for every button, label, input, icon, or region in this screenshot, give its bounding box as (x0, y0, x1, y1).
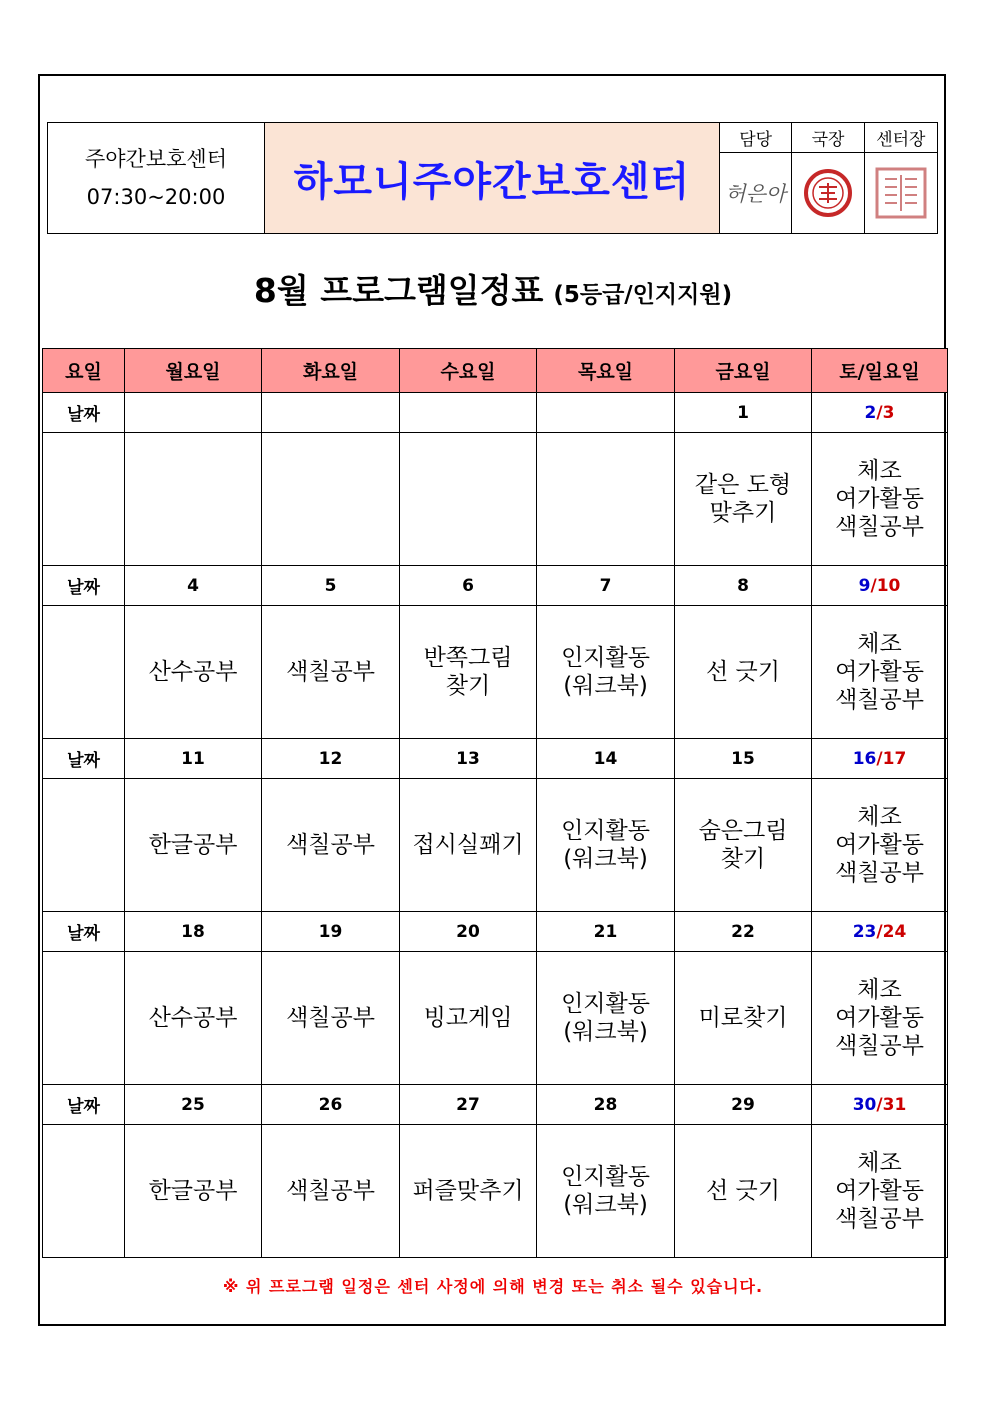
activity-cell (262, 433, 400, 566)
center-type: 주야간보호센터 (84, 147, 227, 171)
activity-label-cell (43, 779, 125, 912)
activity-cell (125, 433, 262, 566)
saturday-date: 9 (858, 575, 871, 596)
activity-cell: 인지활동 (워크북) (537, 1125, 675, 1258)
column-header: 토/일요일 (812, 349, 948, 393)
activity-row (43, 952, 948, 1085)
date-row (43, 912, 948, 952)
activity-cell: 선 긋기 (675, 606, 812, 739)
activity-cell: 인지활동 (워크북) (537, 952, 675, 1085)
date-cell: 14 (537, 739, 675, 779)
date-cell: 15 (675, 739, 812, 779)
date-row (43, 739, 948, 779)
date-row (43, 566, 948, 606)
weekend-date-cell (812, 393, 948, 433)
activity-cell: 인지활동 (워크북) (537, 606, 675, 739)
date-cell: 4 (125, 566, 262, 606)
activity-cell: 퍼즐맞추기 (400, 1125, 537, 1258)
activity-label-cell (43, 606, 125, 739)
square-seal-icon (873, 165, 929, 221)
signature-director (792, 153, 864, 233)
round-stamp-icon (802, 167, 854, 219)
saturday-date: 30 (852, 1094, 877, 1115)
sunday-date: 24 (882, 921, 907, 942)
date-row (43, 393, 948, 433)
activity-cell: 한글공부 (125, 779, 262, 912)
date-cell: 13 (400, 739, 537, 779)
schedule-note: ※ 위 프로그램 일정은 센터 사정에 의해 변경 또는 취소 될수 있습니다. (222, 1276, 764, 1296)
date-cell: 6 (400, 566, 537, 606)
date-cell: 26 (262, 1085, 400, 1125)
activity-cell: 체조 여가활동 색칠공부 (812, 1125, 948, 1258)
signature-staff (720, 153, 792, 233)
schedule-table (42, 348, 948, 1258)
approval-label-head: 센터장 (865, 123, 937, 153)
weekend-separator: / (876, 921, 883, 942)
sunday-date: 3 (882, 402, 895, 423)
date-cell: 5 (262, 566, 400, 606)
activity-cell: 체조 여가활동 색칠공부 (812, 606, 948, 739)
sunday-date: 17 (882, 748, 907, 769)
weekend-separator: / (876, 748, 883, 769)
activity-row (43, 433, 948, 566)
date-cell: 21 (537, 912, 675, 952)
date-cell: 28 (537, 1085, 675, 1125)
approval-label-director: 국장 (792, 123, 864, 153)
activity-cell: 체조 여가활동 색칠공부 (812, 779, 948, 912)
operating-hours: 07:30~20:00 (86, 185, 226, 209)
date-cell (125, 393, 262, 433)
date-cell (262, 393, 400, 433)
center-name: 하모니주야간보호센터 (265, 123, 720, 233)
weekend-separator: / (876, 402, 883, 423)
activity-label-cell (43, 1125, 125, 1258)
date-cell: 18 (125, 912, 262, 952)
activity-label-cell (43, 433, 125, 566)
activity-cell: 숨은그림 찾기 (675, 779, 812, 912)
activity-row (43, 606, 948, 739)
activity-cell: 한글공부 (125, 1125, 262, 1258)
weekday-header-row (43, 349, 948, 393)
date-label: 날짜 (43, 393, 125, 433)
weekend-date-cell (812, 912, 948, 952)
date-cell: 20 (400, 912, 537, 952)
activity-cell: 체조 여가활동 색칠공부 (812, 433, 948, 566)
activity-cell: 반쪽그림 찾기 (400, 606, 537, 739)
column-header: 목요일 (537, 349, 675, 393)
weekend-separator: / (876, 1094, 883, 1115)
column-header: 금요일 (675, 349, 812, 393)
date-cell: 22 (675, 912, 812, 952)
signature-head (865, 153, 937, 233)
sunday-date: 31 (882, 1094, 907, 1115)
activity-cell: 산수공부 (125, 952, 262, 1085)
handwritten-signature: 허은아 (725, 182, 787, 206)
activity-cell: 미로찾기 (675, 952, 812, 1085)
date-cell (537, 393, 675, 433)
date-label: 날짜 (43, 912, 125, 952)
date-label: 날짜 (43, 566, 125, 606)
approval-box (720, 123, 937, 233)
date-cell: 19 (262, 912, 400, 952)
date-cell: 8 (675, 566, 812, 606)
activity-cell: 접시실꽤기 (400, 779, 537, 912)
date-cell (400, 393, 537, 433)
date-cell: 29 (675, 1085, 812, 1125)
saturday-date: 2 (864, 402, 877, 423)
header-box (47, 122, 938, 234)
date-cell: 1 (675, 393, 812, 433)
activity-cell: 인지활동 (워크북) (537, 779, 675, 912)
saturday-date: 16 (852, 748, 877, 769)
activity-cell: 산수공부 (125, 606, 262, 739)
date-cell: 27 (400, 1085, 537, 1125)
date-cell: 25 (125, 1085, 262, 1125)
activity-cell: 색칠공부 (262, 952, 400, 1085)
title-sub: (5등급/인지지원) (553, 282, 733, 308)
activity-cell: 색칠공부 (262, 606, 400, 739)
activity-row (43, 779, 948, 912)
activity-cell: 색칠공부 (262, 779, 400, 912)
weekend-date-cell (812, 1085, 948, 1125)
date-cell: 12 (262, 739, 400, 779)
date-label: 날짜 (43, 739, 125, 779)
column-header: 수요일 (400, 349, 537, 393)
date-row (43, 1085, 948, 1125)
page-title (40, 265, 946, 312)
activity-cell (400, 433, 537, 566)
activity-label-cell (43, 952, 125, 1085)
saturday-date: 23 (852, 921, 877, 942)
activity-cell: 같은 도형 맞추기 (675, 433, 812, 566)
column-header: 요일 (43, 349, 125, 393)
activity-cell (537, 433, 675, 566)
weekend-date-cell (812, 739, 948, 779)
activity-cell: 체조 여가활동 색칠공부 (812, 952, 948, 1085)
column-header: 월요일 (125, 349, 262, 393)
title-main: 8월 프로그램일정표 (253, 271, 544, 310)
center-info (48, 123, 265, 233)
weekend-date-cell (812, 566, 948, 606)
date-cell: 7 (537, 566, 675, 606)
activity-cell: 색칠공부 (262, 1125, 400, 1258)
activity-row (43, 1125, 948, 1258)
column-header: 화요일 (262, 349, 400, 393)
approval-label-staff: 담당 (720, 123, 792, 153)
sunday-date: 10 (876, 575, 901, 596)
date-label: 날짜 (43, 1085, 125, 1125)
activity-cell: 선 긋기 (675, 1125, 812, 1258)
weekend-separator: / (870, 575, 877, 596)
activity-cell: 빙고게임 (400, 952, 537, 1085)
date-cell: 11 (125, 739, 262, 779)
